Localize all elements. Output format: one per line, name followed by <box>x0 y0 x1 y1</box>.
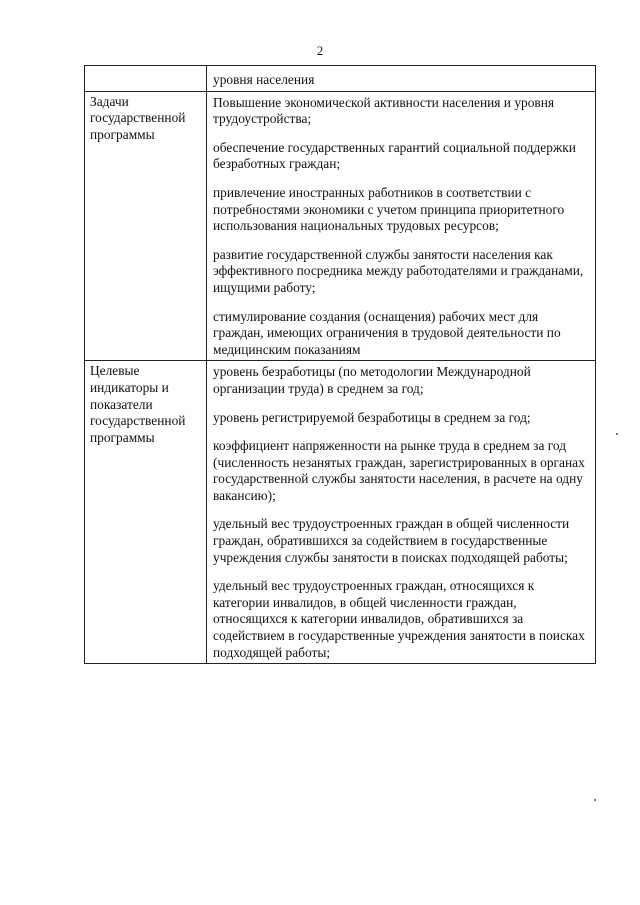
list-item: развитие государственной службы занятости населения как эффективного посредника между работодателями и гражданами, ищущими работу; <box>213 246 584 295</box>
row-content-cell <box>207 66 596 92</box>
row-label-cell <box>85 91 207 361</box>
list-item: привлечение иностранных работников в соответствии с потребностями экономики с учетом принципа приоритетного использования национальных трудовых ресурсов; <box>213 184 565 234</box>
program-passport-table <box>84 65 596 664</box>
list-item: уровня населения <box>213 72 315 87</box>
row-label-cell <box>85 361 207 664</box>
list-item: удельный вес трудоустроенных граждан, относящихся к категории инвалидов, в общей численности граждан, относящихся к категории инвалидов, обратившихся за содействием в государственные учреждения занятости в поисках подходящей работы; <box>213 578 585 660</box>
scan-speck <box>616 433 618 435</box>
row-label-cell <box>85 66 207 92</box>
row-label: Целевые индикаторы и показатели государственной программы <box>90 363 186 445</box>
list-item: обеспечение государственных гарантий социальной поддержки безработных граждан; <box>213 139 576 172</box>
list-item: уровень регистрируемой безработицы в среднем за год; <box>213 409 531 425</box>
list-item: стимулирование создания (оснащения) рабочих мест для граждан, имеющих ограничения в трудовой деятельности по медицинским показаниям <box>213 308 561 357</box>
list-item: коэффициент напряженности на рынке труда в среднем за год (численность незанятых граждан, зарегистрированных в органах государственной службы занятости населения, в расчете на одну вакансию); <box>213 438 585 503</box>
table-row-tasks <box>85 91 596 361</box>
row-content-cell <box>207 361 596 664</box>
row-label <box>85 66 206 70</box>
table-row-continuation <box>85 66 596 92</box>
row-content-cell <box>207 91 596 361</box>
scan-speck <box>594 799 596 801</box>
table-row-indicators <box>85 361 596 664</box>
list-item: удельный вес трудоустроенных граждан в общей численности граждан, обратившихся за содействием в государственные учреждения службы занятости в поисках подходящей работы; <box>213 516 570 565</box>
list-item: уровень безработицы (по методологии Международной организации труда) в среднем за год; <box>213 364 531 396</box>
row-label: Задачи государственной программы <box>90 93 186 142</box>
list-item: Повышение экономической активности населения и уровня трудоустройства; <box>213 94 555 127</box>
page-number: 2 <box>316 43 324 58</box>
